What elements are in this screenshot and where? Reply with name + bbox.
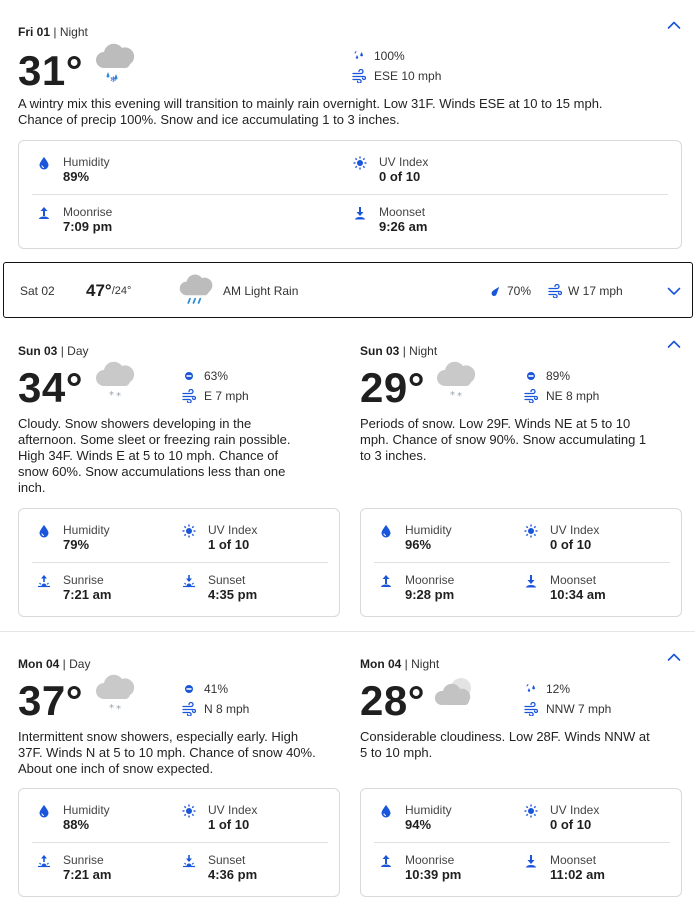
details-card (360, 508, 682, 617)
stat-label: UV Index (208, 803, 258, 817)
precip-chance: 100% (352, 49, 405, 63)
moonrise-icon (37, 206, 51, 220)
uv-icon (524, 804, 538, 818)
stat-label: UV Index (208, 523, 258, 537)
uv-stat (524, 803, 599, 833)
stat-value: 94% (405, 817, 432, 832)
stat-value: 7:21 am (63, 867, 112, 882)
sunset-icon (182, 854, 196, 868)
moonrise-icon (379, 574, 393, 588)
wind: E 7 mph (182, 389, 249, 403)
moonrise-stat (37, 205, 112, 235)
details-card (18, 508, 340, 617)
snow-precip-icon (182, 682, 196, 696)
stat-label: Moonrise (63, 205, 113, 219)
stat-value: 96% (405, 537, 432, 552)
humidity-stat (37, 523, 110, 553)
stat-label: Sunrise (63, 573, 104, 587)
stat-label: Moonrise (405, 853, 455, 867)
stat-value: 0 of 10 (550, 537, 592, 552)
rain-cloud-icon (176, 273, 216, 309)
sunrise-stat (37, 853, 111, 883)
stat-value: 4:35 pm (208, 587, 258, 602)
moonset-icon (524, 854, 538, 868)
humidity-icon (379, 524, 393, 538)
stat-value: 0 of 10 (550, 817, 592, 832)
stat-label: Moonset (550, 573, 597, 587)
collapse-chevron-up-icon[interactable] (667, 339, 681, 349)
uv-stat (353, 155, 428, 185)
stat-label: UV Index (550, 803, 600, 817)
humidity-icon (379, 804, 393, 818)
stat-value: 79% (63, 537, 90, 552)
precip-icon (524, 682, 538, 696)
humidity-stat (37, 803, 110, 833)
stat-label: Moonset (379, 205, 426, 219)
temperature: 34° (18, 364, 84, 411)
stat-label: Humidity (63, 523, 110, 537)
wind-icon (548, 284, 562, 298)
stat-label: UV Index (550, 523, 600, 537)
moonset-stat (524, 573, 606, 603)
row-high-temp: 47° (86, 281, 112, 300)
stat-value: 89% (63, 169, 90, 184)
wintry-mix-icon (92, 42, 138, 84)
details-card (18, 140, 682, 249)
uv-icon (353, 156, 367, 170)
moonset-icon (524, 574, 538, 588)
details-card (360, 788, 682, 897)
sunset-stat (182, 853, 257, 883)
collapse-chevron-up-icon[interactable] (667, 20, 681, 30)
stat-value: 10:34 am (550, 587, 606, 602)
day-part-label: Mon 04 | Day (18, 657, 91, 671)
stat-label: Humidity (63, 155, 110, 169)
moonrise-stat (379, 573, 454, 603)
humidity-icon (37, 804, 51, 818)
stat-label: Humidity (405, 523, 452, 537)
stat-label: Moonset (550, 853, 597, 867)
forecast-description: Periods of snow. Low 29F. Winds NE at 5 to 10 mph. Chance of snow 90%. Snow accumulating 1 to 3 inches. (360, 416, 647, 463)
sunrise-icon (37, 574, 51, 588)
precip-chance: 12% (524, 682, 570, 696)
row-temps (86, 263, 131, 319)
uv-icon (182, 524, 196, 538)
precip-icon (352, 49, 366, 63)
stat-value: 9:28 pm (405, 587, 455, 602)
moonset-stat (353, 205, 427, 235)
sunset-stat (182, 573, 257, 603)
row-low-temp: /24° (111, 285, 132, 297)
stat-value: 1 of 10 (208, 537, 250, 552)
expand-chevron-down-icon[interactable] (667, 286, 681, 296)
wind: NNW 7 mph (524, 702, 611, 716)
wind-icon (182, 702, 196, 716)
stat-value: 10:39 pm (405, 867, 462, 882)
stat-label: Humidity (405, 803, 452, 817)
forecast-description: Intermittent snow showers, especially early. High 37F. Winds N at 5 to 10 mph. Chance of snow 40%. About one inch of snow expected. (18, 729, 316, 776)
moonrise-stat (379, 853, 461, 883)
stat-value: 0 of 10 (379, 169, 421, 184)
wind-icon (524, 702, 538, 716)
stat-label: UV Index (379, 155, 429, 169)
temperature: 29° (360, 364, 426, 411)
humidity-stat (37, 155, 110, 185)
uv-stat (182, 803, 257, 833)
snow-precip-icon (524, 369, 538, 383)
wind-icon (182, 389, 196, 403)
temperature: 31° (18, 47, 84, 94)
sunrise-icon (37, 854, 51, 868)
stat-value: 7:21 am (63, 587, 112, 602)
temperature: 37° (18, 677, 84, 724)
wind-icon (524, 389, 538, 403)
forecast-description: Cloudy. Snow showers developing in the afternoon. Some sleet or freezing rain possible. High 34F. Winds E at 5 to 10 mph. Chance of snow 60%. Snow accumulations less than one inch. (18, 416, 291, 495)
humidity-icon (37, 156, 51, 170)
stat-label: Sunset (208, 573, 246, 587)
precip-chance: 63% (182, 369, 228, 383)
sunrise-stat (37, 573, 111, 603)
row-wind: W 17 mph (548, 263, 623, 319)
wind: NE 8 mph (524, 389, 599, 403)
uv-icon (524, 524, 538, 538)
temperature: 28° (360, 677, 426, 724)
uv-icon (182, 804, 196, 818)
uv-stat (524, 523, 599, 553)
row-date: Sat 02 (20, 284, 55, 298)
details-card (18, 788, 340, 897)
day-part-label: Fri 01 | Night (18, 25, 88, 39)
humidity-stat (379, 803, 452, 833)
precip-chance: 41% (182, 682, 228, 696)
forecast-description: Considerable cloudiness. Low 28F. Winds NNW at 5 to 10 mph. (360, 729, 650, 760)
stat-value: 4:36 pm (208, 867, 258, 882)
humidity-stat (379, 523, 452, 553)
moonrise-icon (379, 854, 393, 868)
stat-value: 1 of 10 (208, 817, 250, 832)
stat-label: Sunset (208, 853, 246, 867)
row-condition: AM Light Rain (223, 284, 299, 298)
collapse-chevron-up-icon[interactable] (667, 652, 681, 662)
stat-value: 7:09 pm (63, 219, 113, 234)
stat-value: 9:26 am (379, 219, 428, 234)
snow-cloud-icon (92, 360, 138, 402)
day-part-label: Mon 04 | Night (360, 657, 440, 671)
forecast-description: A wintry mix this evening will transition to mainly rain overnight. Low 31F. Winds ESE at 10 to 15 mph. Chance of precip 100%. Snow and ice accumulating 1 to 3 inches. (18, 96, 603, 127)
stat-value: 11:02 am (550, 867, 605, 882)
sunset-icon (182, 574, 196, 588)
humidity-icon (37, 524, 51, 538)
snow-precip-icon (182, 369, 196, 383)
snow-cloud-icon (92, 673, 138, 715)
precip-drop-icon (489, 284, 501, 298)
cloudy-night-icon (433, 673, 479, 715)
moonset-stat (524, 853, 605, 883)
collapsed-day-row-sat[interactable] (3, 262, 693, 318)
stat-label: Sunrise (63, 853, 104, 867)
wind: N 8 mph (182, 702, 249, 716)
day-part-label: Sun 03 | Day (18, 344, 89, 358)
wind-icon (352, 69, 366, 83)
precip-chance: 89% (524, 369, 570, 383)
row-precip: 70% (489, 263, 531, 319)
day-part-label: Sun 03 | Night (360, 344, 438, 358)
stat-label: Moonrise (405, 573, 455, 587)
stat-label: Humidity (63, 803, 110, 817)
snow-cloud-icon (433, 360, 479, 402)
stat-value: 88% (63, 817, 90, 832)
uv-stat (182, 523, 257, 553)
section-divider (0, 631, 695, 632)
moonset-icon (353, 206, 367, 220)
wind: ESE 10 mph (352, 69, 441, 83)
